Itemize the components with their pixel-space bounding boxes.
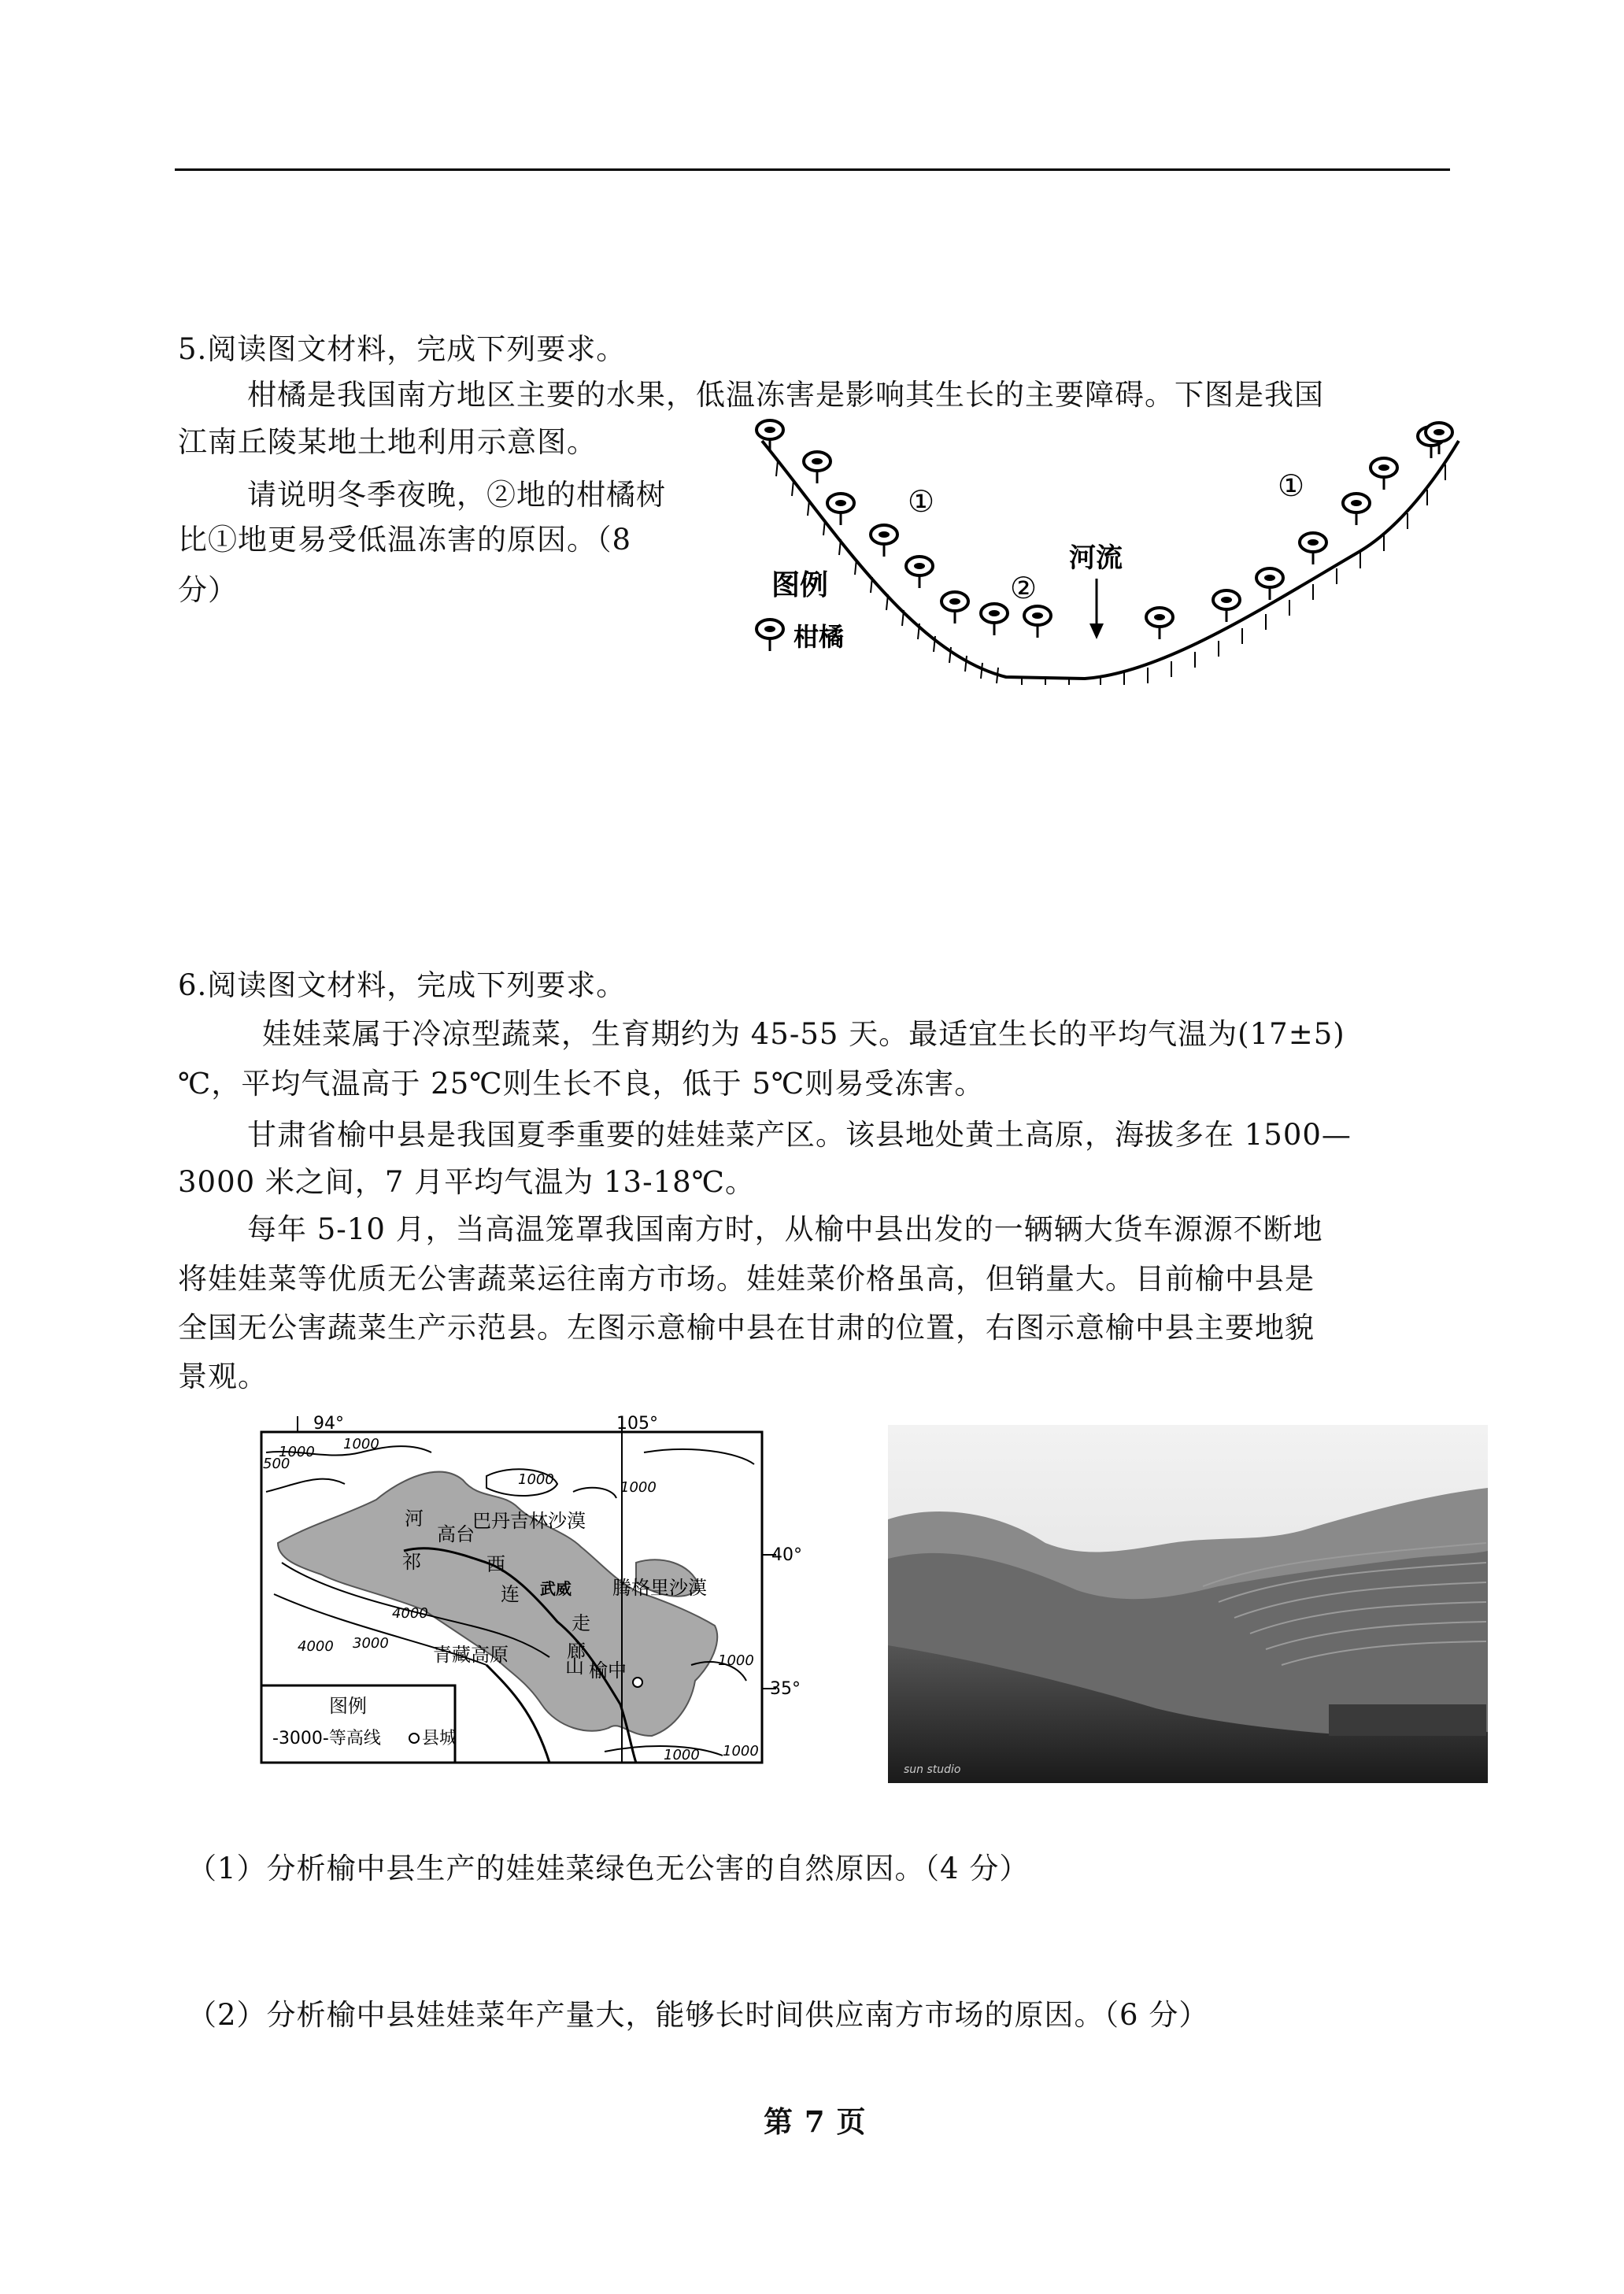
q6-sub1: （1）分析榆中县生产的娃娃菜绿色无公害的自然原因。（4 分）: [187, 1852, 1030, 1885]
label-lang: 廊: [567, 1640, 586, 1662]
label-qingzang: 青藏高原: [433, 1644, 509, 1666]
contour-4000-a: 4000: [392, 1605, 428, 1622]
legend-citrus-icon: [757, 620, 783, 651]
legend-title: 图例: [771, 569, 829, 601]
valley-label: ②: [1010, 571, 1038, 605]
label-gaotai: 高台: [437, 1523, 475, 1545]
river-label: 河流: [1069, 542, 1123, 574]
yuzhong-landscape-photo: [888, 1425, 1488, 1783]
q6-p2-line2: 3000 米之间，7 月平均气温为 13-18℃。: [178, 1165, 756, 1199]
slope-label-right: ①: [1278, 468, 1305, 503]
contour-500: 500: [263, 1456, 290, 1472]
q6-p2-line1: 甘肃省榆中县是我国夏季重要的娃娃菜产区。该县地处黄土高原，海拔多在 1500—: [247, 1118, 1352, 1152]
contour-4000-b: 4000: [298, 1638, 334, 1655]
q6-p3-line4: 景观。: [178, 1360, 268, 1393]
contour-1000-g: 1000: [723, 1743, 759, 1759]
citrus-trees: [757, 420, 1452, 639]
q5-title: 5.阅读图文材料，完成下列要求。: [178, 332, 627, 366]
q6-p3-line3: 全国无公害蔬菜生产示范县。左图示意榆中县在甘肃的位置，右图示意榆中县主要地貌: [178, 1311, 1315, 1345]
q5-para2-line1: 请说明冬季夜晚，②地的柑橘树: [247, 478, 666, 512]
lon-left: 94°: [313, 1414, 344, 1434]
river-arrow: [1089, 579, 1104, 639]
map-legend-county-icon: [409, 1733, 419, 1743]
q6-p1-line1: 娃娃菜属于冷凉型蔬菜，生育期约为 45-55 天。最适宜生长的平均气温为(17±5): [262, 1017, 1345, 1051]
label-qi: 祁: [402, 1551, 421, 1573]
contour-1000-a: 1000: [279, 1444, 315, 1460]
map-legend-county: 县城: [422, 1729, 457, 1748]
q5-para1-line1: 柑橘是我国南方地区主要的水果，低温冻害是影响其生长的主要障碍。下图是我国: [247, 378, 1324, 412]
label-wuwei: 武威: [540, 1579, 572, 1598]
map-legend-title: 图例: [329, 1695, 367, 1717]
header-rule: [175, 168, 1450, 171]
q5-para1-line2: 江南丘陵某地土地利用示意图。: [178, 425, 597, 459]
label-he: 河: [405, 1508, 424, 1530]
label-lian: 连: [501, 1583, 520, 1605]
map-legend: [261, 1685, 457, 1763]
q6-p3-line2: 将娃娃菜等优质无公害蔬菜运往南方市场。娃娃菜价格虽高，但销量大。目前榆中县是: [178, 1262, 1315, 1296]
citrus-valley-figure: [746, 417, 1463, 685]
photo-caption: sun studio: [904, 1763, 961, 1776]
q6-title: 6.阅读图文材料，完成下列要求。: [178, 968, 627, 1002]
contour-1000-e: 1000: [718, 1652, 754, 1669]
label-badan: 巴丹吉林沙漠: [472, 1510, 586, 1532]
contour-1000-b: 1000: [343, 1436, 379, 1452]
contour-1000-d: 1000: [620, 1479, 657, 1496]
page-number: 第 7 页: [764, 2104, 867, 2139]
lon-right: 105°: [616, 1414, 658, 1434]
lat-top: 40°: [771, 1545, 802, 1565]
gansu-location-map: [250, 1405, 833, 1775]
yuzhong-county-dot: [633, 1678, 642, 1687]
contour-1000-f: 1000: [664, 1747, 700, 1763]
label-zou: 走: [572, 1612, 590, 1634]
contour-1000-c: 1000: [518, 1471, 554, 1488]
q6-p1-line2: ℃，平均气温高于 25℃则生长不良，低于 5℃则易受冻害。: [178, 1067, 985, 1101]
label-shan: 山: [565, 1656, 584, 1678]
q5-para2-line2: 比①地更易受低温冻害的原因。（8: [178, 523, 632, 557]
label-tengger: 腾格里沙漠: [612, 1577, 707, 1599]
label-xi: 西: [486, 1553, 505, 1575]
q5-para2-line3: 分）: [178, 573, 238, 607]
contour-3000: 3000: [353, 1635, 389, 1652]
label-yuzhong: 榆中: [589, 1659, 627, 1682]
q6-sub2: （2）分析榆中县娃娃菜年产量大，能够长时间供应南方市场的原因。（6 分）: [187, 1998, 1209, 2032]
q6-p3-line1: 每年 5-10 月，当高温笼罩我国南方时，从榆中县出发的一辆辆大货车源源不断地: [247, 1212, 1323, 1246]
legend-item: 柑橘: [794, 622, 845, 652]
map-legend-contour: -3000-等高线: [272, 1729, 381, 1748]
lat-bottom: 35°: [770, 1679, 801, 1699]
slope-label-left: ①: [908, 484, 935, 519]
